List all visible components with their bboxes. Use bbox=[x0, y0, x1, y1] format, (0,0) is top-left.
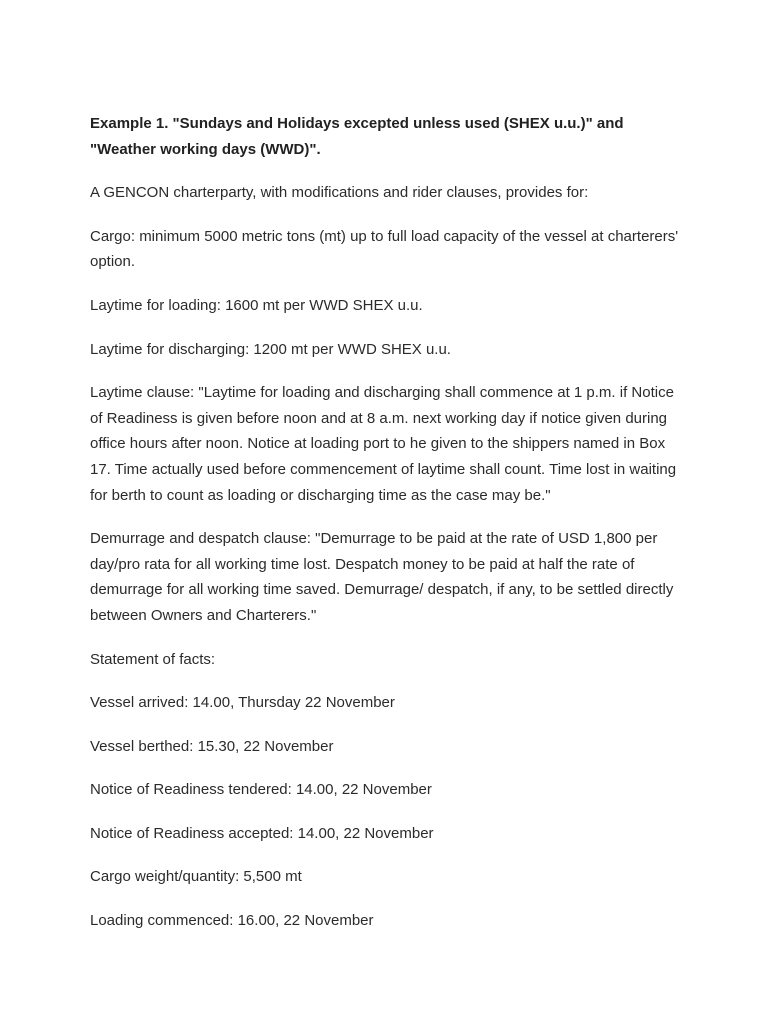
fact-nor-tendered: Notice of Readiness tendered: 14.00, 22 November bbox=[90, 781, 432, 799]
fact-nor-accepted: Notice of Readiness accepted: 14.00, 22 November bbox=[90, 824, 434, 842]
paragraph-statement-of-facts: Statement of facts: bbox=[90, 650, 216, 668]
document-body bbox=[90, 111, 690, 952]
fact-loading-commenced: Loading commenced: 16.00, 22 November bbox=[90, 912, 374, 930]
fact-vessel-arrived: Vessel arrived: 14.00, Thursday 22 November bbox=[90, 694, 395, 712]
paragraph-demurrage-clause: Demurrage and despatch clause: "Demurrage to be paid at the rate of USD 1,800 per day/pro rata for all working time lost. Despatch money to be paid at half the rate of demurrage for all working time saved. Demurrage/ despatch, if any, to be settled directly between Owners and Charterers." bbox=[90, 530, 674, 624]
paragraph-laytime-clause: Laytime clause: "Laytime for loading and discharging shall commence at 1 p.m. if Notice of Readiness is given before noon and at 8 a.m. next working day if notice given during office hours after noon. Notice at loading port to he given to the shippers named in Box 17. Time actually used before commencement of laytime shall count. Time lost in waiting for berth to count as loading or discharging time as the case may be." bbox=[90, 384, 677, 504]
paragraph-intro: A GENCON charterparty, with modifications and rider clauses, provides for: bbox=[90, 184, 589, 202]
paragraph-laytime-loading: Laytime for loading: 1600 mt per WWD SHEX u.u. bbox=[90, 296, 423, 314]
example-heading: Example 1. "Sundays and Holidays excepted unless used (SHEX u.u.)" and "Weather working days (WWD)". bbox=[90, 115, 624, 158]
paragraph-laytime-discharging: Laytime for discharging: 1200 mt per WWD SHEX u.u. bbox=[90, 340, 451, 358]
fact-vessel-berthed: Vessel berthed: 15.30, 22 November bbox=[90, 737, 334, 755]
paragraph-cargo: Cargo: minimum 5000 metric tons (mt) up to full load capacity of the vessel at charterers' option. bbox=[90, 227, 679, 271]
fact-cargo-quantity: Cargo weight/quantity: 5,500 mt bbox=[90, 868, 302, 886]
